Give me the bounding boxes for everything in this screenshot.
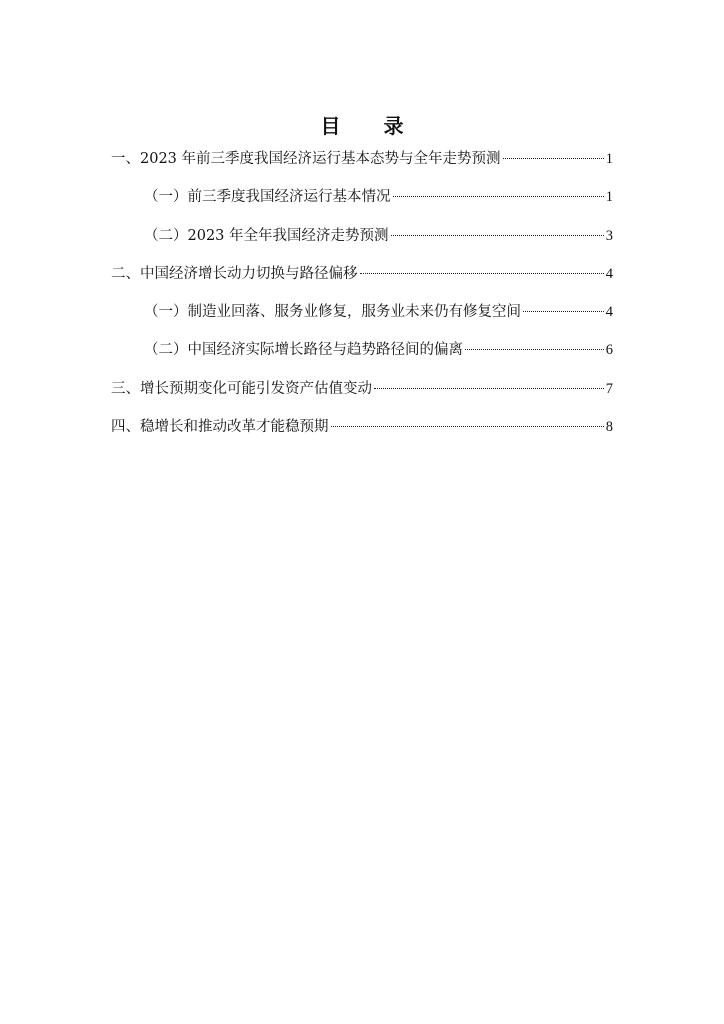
toc-title: 目 录: [320, 114, 422, 138]
toc-entry-section-2-1[interactable]: [111, 301, 613, 339]
toc-entry-text: （二）中国经济实际增长路径与趋势路径间的偏离: [144, 342, 463, 359]
toc-entry-text: （一）制造业回落、服务业修复，服务业未来仍有修复空间: [144, 304, 521, 321]
dot-leader: [393, 196, 604, 197]
toc-page-number: 3: [605, 227, 613, 244]
toc-page-number: 1: [605, 189, 613, 206]
toc-entry-text: 四、稳增长和推动改革才能稳预期: [111, 419, 329, 436]
dot-leader: [331, 426, 604, 427]
toc-entry-section-4[interactable]: [111, 416, 613, 454]
dot-leader: [465, 349, 604, 350]
toc-entry-text: （一）前三季度我国经济运行基本情况: [144, 189, 391, 206]
toc-entry-section-1-2[interactable]: [111, 225, 613, 263]
toc-page-number: 6: [605, 342, 613, 359]
toc-entry-section-1-1[interactable]: [111, 186, 613, 224]
dot-leader: [360, 273, 604, 274]
dot-leader: [503, 158, 604, 159]
dot-leader: [391, 235, 604, 236]
toc-list: [111, 148, 613, 454]
toc-page-number: 7: [605, 380, 613, 397]
dot-leader: [523, 311, 604, 312]
toc-entry-text: 一、2023 年前三季度我国经济运行基本态势与全年走势预测: [111, 151, 501, 167]
toc-entry-section-2[interactable]: [111, 263, 613, 301]
toc-entry-text: 二、中国经济增长动力切换与路径偏移: [111, 265, 358, 282]
toc-page-number: 8: [605, 419, 613, 436]
dot-leader: [374, 388, 604, 389]
toc-entry-section-1[interactable]: [111, 148, 613, 186]
toc-entry-section-2-2[interactable]: [111, 339, 613, 377]
toc-entry-text: （二）2023 年全年我国经济走势预测: [144, 227, 389, 244]
toc-entry-section-3[interactable]: [111, 378, 613, 416]
toc-page-number: 4: [605, 265, 613, 282]
toc-entry-text: 三、增长预期变化可能引发资产估值变动: [111, 380, 372, 397]
toc-page-number: 1: [605, 151, 613, 167]
toc-page-number: 4: [605, 304, 613, 321]
